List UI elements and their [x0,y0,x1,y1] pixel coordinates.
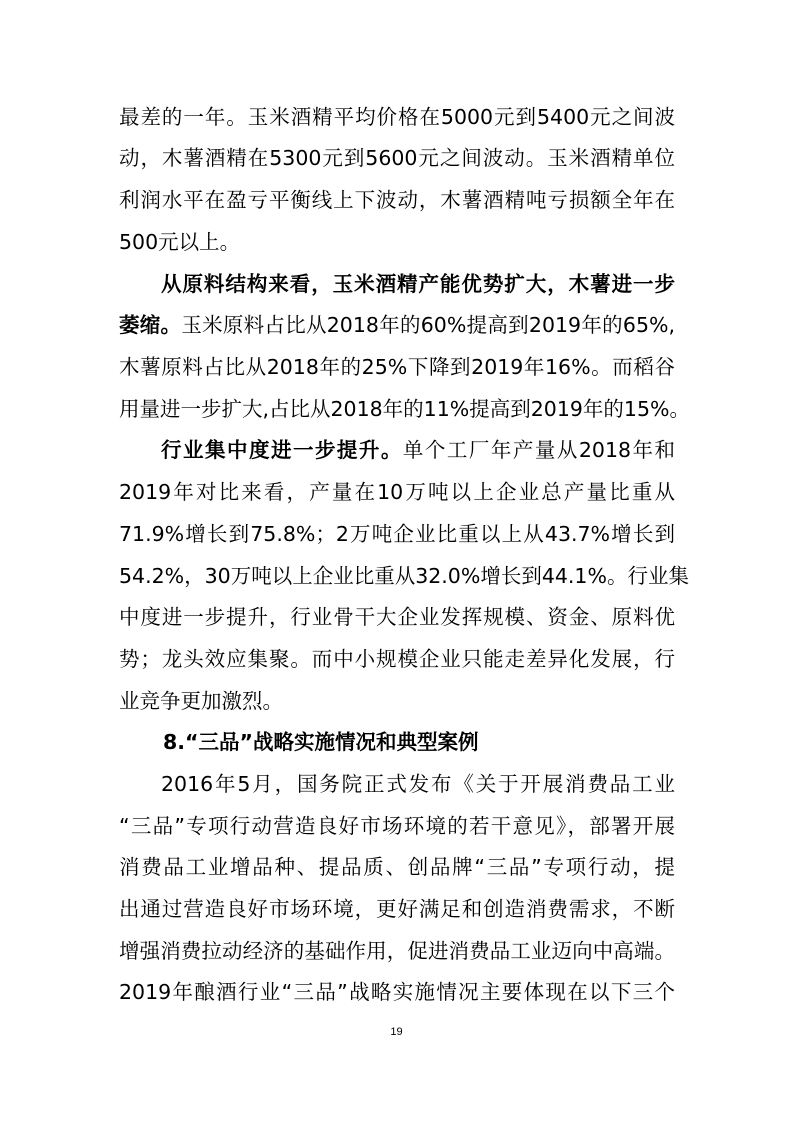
paragraph-line: 最差的一年。玉米酒精平均价格在5000元到5400元之间波 [119,105,675,129]
paragraph-line: 2019年酿酒行业“三品”战略实施情况主要体现在以下三个 [119,980,675,1004]
paragraph-line [119,305,675,345]
paragraph-line: 业竞争更加激烈。 [119,689,283,713]
paragraph-line: 500元以上。 [119,230,241,254]
paragraph-line: 中度进一步提升，行业骨干大企业发挥规模、资金、原料优 [119,605,675,629]
paragraph-line: 动，木薯酒精在5300元到5600元之间波动。玉米酒精单位 [119,146,675,170]
bold-lead-sentence: 从原料结构来看，玉米酒精产能优势扩大，木薯进一步 [161,272,675,296]
paragraph-line: 用量进一步扩大,占比从2018年的11%提高到2019年的15%。 [119,397,690,421]
paragraph-line: 木薯原料占比从2018年的25%下降到2019年16%。而稻谷 [119,355,675,379]
bold-lead-sentence-end: 萎缩。 [119,313,182,337]
paragraph-line [161,430,675,470]
paragraph-line: 2016年5月，国务院正式发布《关于开展消费品工业 [161,772,675,796]
paragraph-text: 玉米原料占比从2018年的60%提高到2019年的65%, [181,313,675,337]
paragraph-line: 利润水平在盈亏平衡线上下波动，木薯酒精吨亏损额全年在 [119,188,675,212]
paragraph-line: 2019年对比来看，产量在10万吨以上企业总产量比重从 [119,480,675,504]
paragraph-line: 势；龙头效应集聚。而中小规模企业只能走差异化发展，行 [119,647,675,671]
section-heading: 8.“三品”战略实施情况和典型案例 [163,730,479,754]
page-number: 19 [390,1026,403,1038]
bold-lead-sentence: 行业集中度进一步提升。 [161,438,403,462]
paragraph-line: “三品”专项行动营造良好市场环境的若干意见》，部署开展 [119,814,675,838]
paragraph-line: 增强消费拉动经济的基础作用，促进消费品工业迈向中高端。 [119,939,675,963]
paragraph-line: 出通过营造良好市场环境，更好满足和创造消费需求，不断 [119,897,675,921]
paragraph-line: 消费品工业增品种、提品质、创品牌“三品”专项行动，提 [119,855,675,879]
paragraph-line: 54.2%，30万吨以上企业比重从32.0%增长到44.1%。行业集 [119,564,689,588]
paragraph-line: 71.9%增长到75.8%；2万吨企业比重以上从43.7%增长到 [119,522,675,546]
paragraph-text: 单个工厂年产量从2018年和 [402,438,676,462]
